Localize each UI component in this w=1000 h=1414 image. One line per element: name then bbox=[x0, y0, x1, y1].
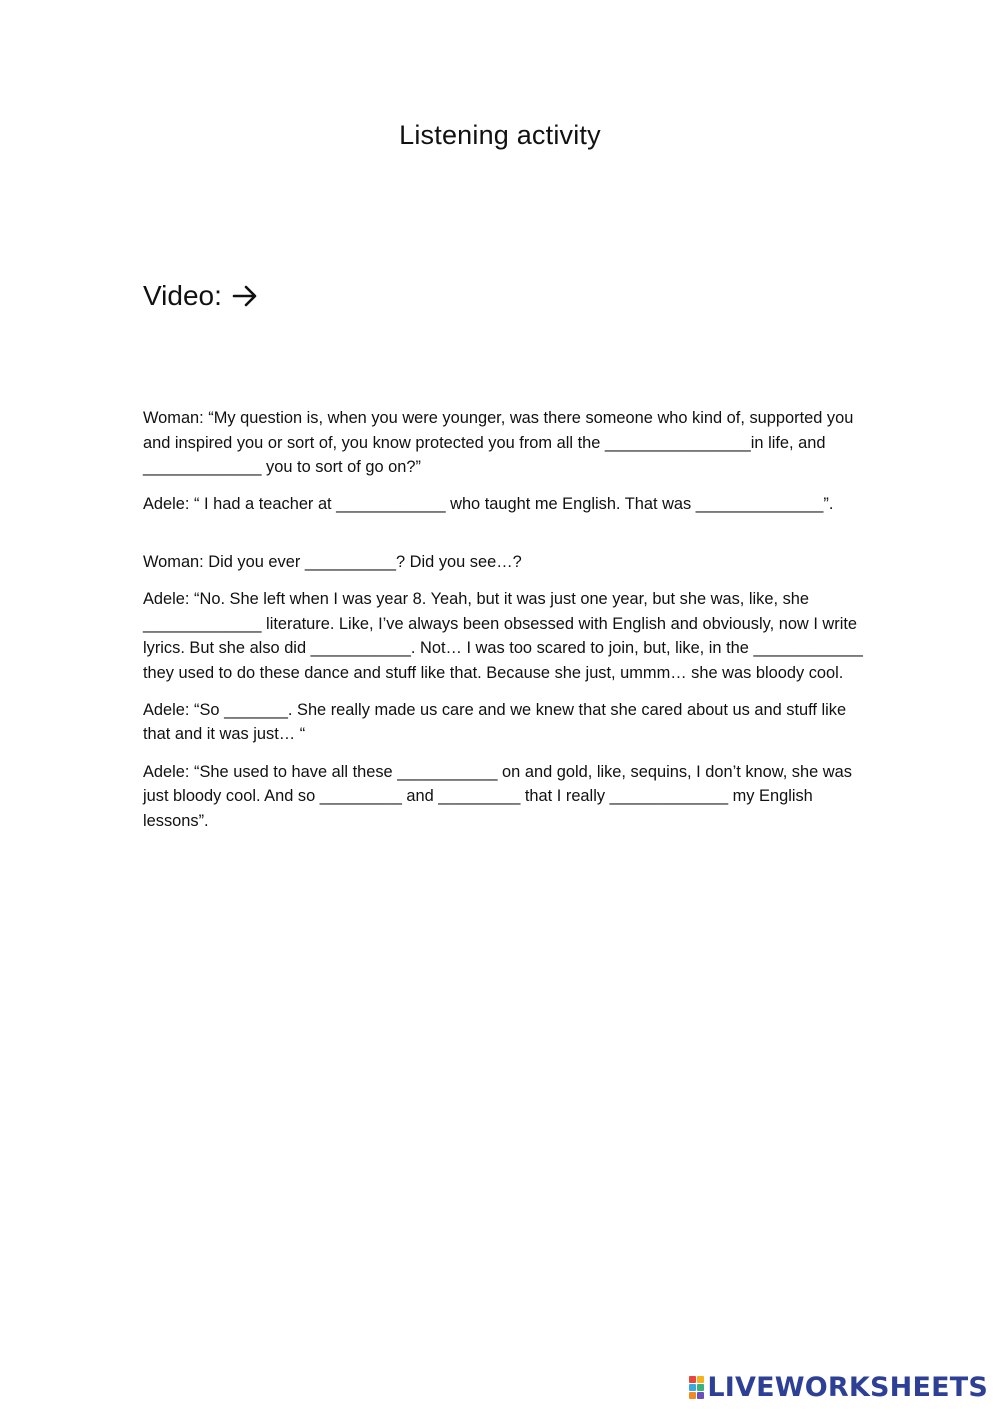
dialogue-paragraph: Adele: “She used to have all these ___________ on and gold, like, sequins, I don’t know, she was just bloody cool. And so _________ and _________ that I really _____________ my English lessons”. bbox=[143, 762, 857, 830]
logo-square bbox=[689, 1376, 696, 1383]
logo-square bbox=[697, 1384, 704, 1391]
dialogue-paragraph: Woman: “My question is, when you were younger, was there someone who kind of, supported you and inspired you or sort of, you know protected you from all the ________________in life, and _____________ you to sort of go on?” bbox=[143, 409, 858, 477]
dialogue-paragraph: Adele: “So _______. She really made us care and we knew that she cared about us and stuff like that and it was just… “ bbox=[143, 700, 851, 744]
arrow-right-icon bbox=[232, 285, 258, 307]
dialogue-paragraph: Woman: Did you ever __________? Did you see…? bbox=[143, 552, 522, 571]
liveworksheets-brand bbox=[689, 1372, 988, 1403]
video-heading bbox=[143, 280, 258, 312]
dialogue-paragraph: Adele: “No. She left when I was year 8. Yeah, but it was just one year, but she was, like, she _____________ literature. Like, I’ve always been obsessed with English and obviously, now I write lyrics. But she also did ___________. Not… I was too scared to join, but, like, in the ____________ they used to do these dance and stuff like that. Because she just, ummm… she was bloody cool. bbox=[143, 589, 868, 682]
video-label: Video: bbox=[143, 280, 222, 311]
logo-square bbox=[689, 1392, 696, 1399]
logo-square bbox=[689, 1384, 696, 1391]
dialogue-transcript bbox=[143, 406, 868, 846]
logo-square bbox=[697, 1392, 704, 1399]
liveworksheets-logo-icon bbox=[689, 1376, 704, 1399]
page-title: Listening activity bbox=[399, 120, 601, 150]
logo-square bbox=[697, 1376, 704, 1383]
dialogue-paragraph: Adele: “ I had a teacher at ____________ who taught me English. That was ______________”. bbox=[143, 495, 834, 514]
brand-name: LIVEWORKSHEETS bbox=[707, 1372, 988, 1403]
